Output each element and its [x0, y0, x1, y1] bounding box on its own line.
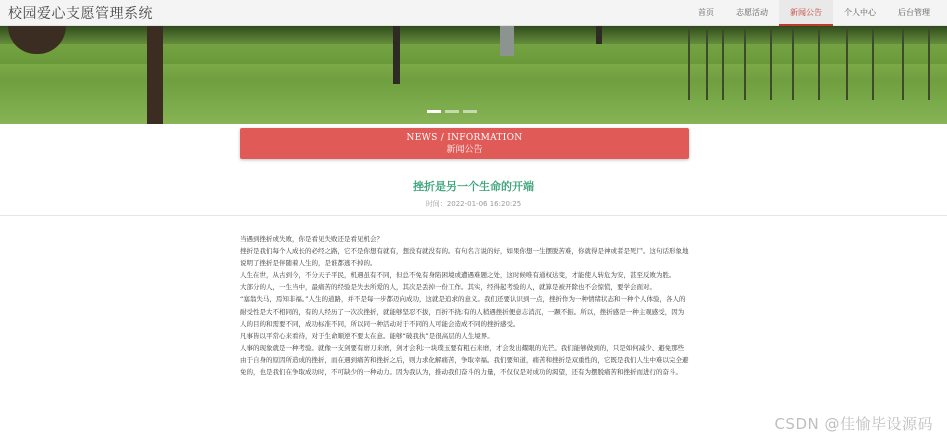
banner-lawn	[0, 64, 947, 124]
article-paragraph: 人生在世，从古到今，不分天子平民，机遇虽有不同，但总不免有身陷困境或遭遇难题之处，这时候唯有通权达变，才能使人转危为安，甚至反败为胜。	[240, 271, 676, 280]
article-paragraph: 大部分的人，一生当中，最痛苦的经验是失去所爱的人，其次是丢掉一份工作。其实，经得起考验的人，就算是被开除也不会惊慌，要学会面对。	[240, 283, 656, 292]
carousel-dot[interactable]	[463, 110, 477, 113]
banner-bamboo	[902, 26, 904, 100]
banner-bamboo	[744, 26, 746, 100]
divider	[0, 215, 947, 216]
banner-bamboo	[846, 26, 848, 100]
article-paragraph: 人事的现象就是一种考验。就像一支剑要有磨刀来磨，剑才会利;一块璞玉要有粗石来磨，才会发出耀眼的光芒。我们能够做到的，只是如何减少、避免那些由于自身的原因所造成的挫折，而在遇到痛苦和挫折之后，则力求化解痛苦，争取幸福。我们要知道，痛苦和挫折是双重性的，它既是我们人生中难以完全避免的，也是我们在争取成功时，不可缺少的一种动力。因为我认为，推动我们奋斗的力量，不仅仅是对成功的渴望，还有为摆脱痛苦和挫折而进行的奋斗。	[240, 343, 689, 377]
banner-foliage	[0, 26, 947, 44]
banner-tree-trunk	[147, 26, 163, 124]
news-header-en: NEWS / INFORMATION	[406, 133, 523, 143]
banner-post	[500, 26, 514, 56]
nav-item-admin[interactable]: 后台管理	[898, 8, 930, 17]
banner-bamboo	[706, 26, 708, 100]
article-time-label: 时间：	[425, 200, 447, 208]
article-time-value: 2022-01-06 16:20:25	[446, 200, 522, 208]
carousel-dot[interactable]	[445, 110, 459, 113]
banner-bamboo	[688, 26, 690, 100]
site-title: 校园爱心支愿管理系统	[8, 6, 153, 22]
banner-bamboo	[722, 26, 724, 100]
article-paragraph: 当遇到挫折或失败，你是看见失败还是看见机会？	[240, 235, 383, 243]
article-paragraph: “塞翁失马，焉知非福。”人生的道路，并不是每一步都迈向成功，这就是追求的意义。我们还要认识到一点，挫折作为一种情绪状态和一种个人体验，各人的耐受性是大不相同的，有的人经历了一次次挫折，就能够坚忍不拔，百折不挠;有的人稍遇挫折便意志消沉，一蹶不振。所以，挫折感是一种主观感受，因为人的目的和需要不同，成功标准不同，所以同一种活动对于不同的人可能会造成不同的挫折感受。	[240, 295, 686, 328]
news-section-header	[240, 128, 689, 159]
main-nav	[687, 0, 941, 26]
banner-bamboo	[818, 26, 820, 100]
article-time	[0, 199, 947, 209]
banner-tree-trunk	[393, 26, 400, 84]
banner-bamboo	[928, 26, 930, 100]
article-paragraph: 凡事皆以平常心来看待，对于生命顺逆不要太在意。能够“破我执”是很高层的人生境界。	[240, 331, 494, 340]
watermark: CSDN @佳愉毕设源码	[774, 415, 933, 433]
banner-tree-trunk	[596, 26, 602, 44]
nav-item-personal-center[interactable]: 个人中心	[844, 8, 876, 17]
banner-carousel[interactable]	[0, 26, 947, 124]
article-paragraph: 挫折是我们每个人成长的必经之路，它不是你想有就有，想没有就没有的。有句名言说的好，如果你想一生摆脱苦难，你就得是神或者是死尸。这句话形象地说明了挫折是伴随着人生的，是谁都逃不掉的。	[240, 247, 689, 268]
nav-item-home[interactable]: 首页	[698, 8, 714, 17]
banner-tree-trunk	[8, 26, 66, 54]
banner-bamboo	[792, 26, 794, 100]
article-body	[240, 233, 690, 378]
nav-item-volunteer-activities[interactable]: 志愿活动	[736, 8, 768, 17]
top-header	[0, 0, 947, 26]
banner-bamboo	[770, 26, 772, 100]
carousel-dot[interactable]	[427, 110, 441, 113]
article-title: 挫折是另一个生命的开端	[413, 180, 534, 193]
nav-item-news[interactable]: 新闻公告	[779, 0, 833, 26]
news-header-cn: 新闻公告	[446, 145, 483, 155]
banner-bamboo	[872, 26, 874, 100]
carousel-indicators	[427, 110, 477, 113]
